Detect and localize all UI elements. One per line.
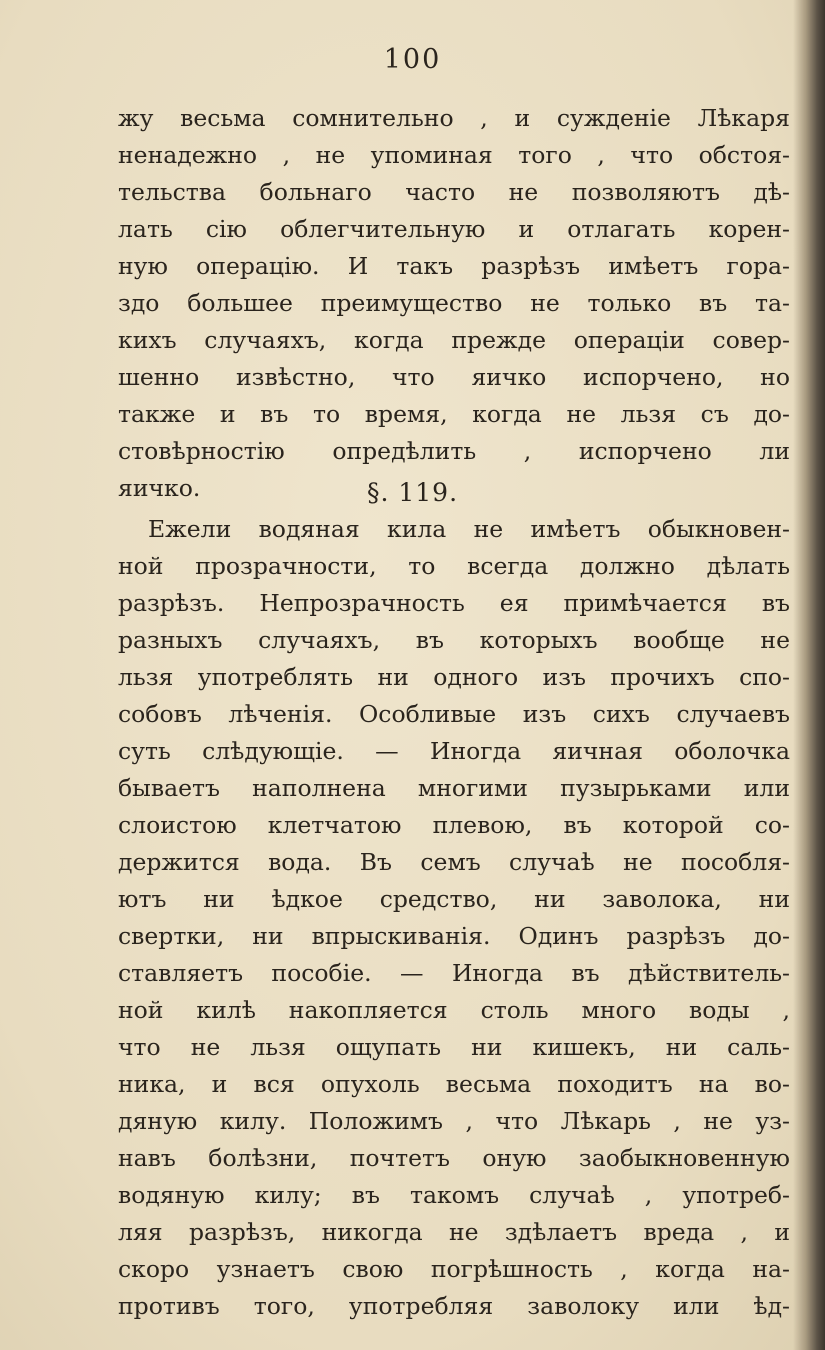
text-line: ной прозрачности, то всегда должно дѣлать [118, 552, 790, 580]
text-line: Ежели водяная кила не имѣетъ обыкновен- [148, 515, 790, 543]
text-line: ную операцію. И такъ разрѣзъ имѣетъ гора- [118, 252, 790, 280]
paragraph-section-119 [118, 511, 790, 1325]
text-line: стовѣрностію опредѣлить , испорчено ли [118, 437, 790, 465]
text-line: суть слѣдующіе. — Иногда яичная оболочка [118, 737, 790, 765]
text-line: бываетъ наполнена многими пузырьками или [118, 774, 790, 802]
text-line: ляя разрѣзъ, никогда не здѣлаетъ вреда , и [118, 1218, 790, 1246]
text-line: жу весьма сомнительно , и сужденіе Лѣкаря [118, 104, 790, 132]
text-line: скоро узнаетъ свою погрѣшность , когда на- [118, 1255, 790, 1283]
text-line: ютъ ни ѣдкое средство, ни заволока, ни [118, 885, 790, 913]
text-line: шенно извѣстно, что яичко испорчено, но [118, 363, 790, 391]
page-gutter-shadow [793, 0, 825, 1350]
text-line: здо большее преимущество не только въ та- [118, 289, 790, 317]
text-line: также и въ то время, когда не льзя съ до- [118, 400, 790, 428]
text-line: кихъ случаяхъ, когда прежде операціи совер- [118, 326, 790, 354]
text-line: дяную килу. Положимъ , что Лѣкарь , не уз- [118, 1107, 790, 1135]
text-line: разрѣзъ. Непрозрачность ея примѣчается въ [118, 589, 790, 617]
text-line: льзя употреблять ни одного изъ прочихъ спо- [118, 663, 790, 691]
section-heading: §. 119. [366, 478, 459, 507]
text-line: слоистою клетчатою плевою, въ которой со- [118, 811, 790, 839]
text-line: ной килѣ накопляется столь много воды , [118, 996, 790, 1024]
text-line: держится вода. Въ семъ случаѣ не пособля- [118, 848, 790, 876]
text-line: водяную килу; въ такомъ случаѣ , употреб- [118, 1181, 790, 1209]
text-line: тельства больнаго часто не позволяютъ дѣ- [118, 178, 790, 206]
text-line: ставляетъ пособіе. — Иногда въ дѣйствитель- [118, 959, 790, 987]
text-line: свертки, ни впрыскиванія. Одинъ разрѣзъ до- [118, 922, 790, 950]
text-line: собовъ лѣченія. Особливые изъ сихъ случаевъ [118, 700, 790, 728]
text-line: противъ того, употребляя заволоку или ѣд- [118, 1292, 790, 1320]
paragraph-continued [118, 100, 790, 507]
page-number: 100 [383, 44, 442, 75]
text-line: что не льзя ощупать ни кишекъ, ни саль- [118, 1033, 790, 1061]
text-line: навъ болѣзни, почтетъ оную заобыкновенную [118, 1144, 790, 1172]
text-line: яичко. [118, 474, 201, 502]
text-line: ника, и вся опухоль весьма походитъ на во- [118, 1070, 790, 1098]
text-line: ненадежно , не упоминая того , что обстоя- [118, 141, 790, 169]
text-line: разныхъ случаяхъ, въ которыхъ вообще не [118, 626, 790, 654]
text-line: лать сію облегчительную и отлагать корен- [118, 215, 790, 243]
